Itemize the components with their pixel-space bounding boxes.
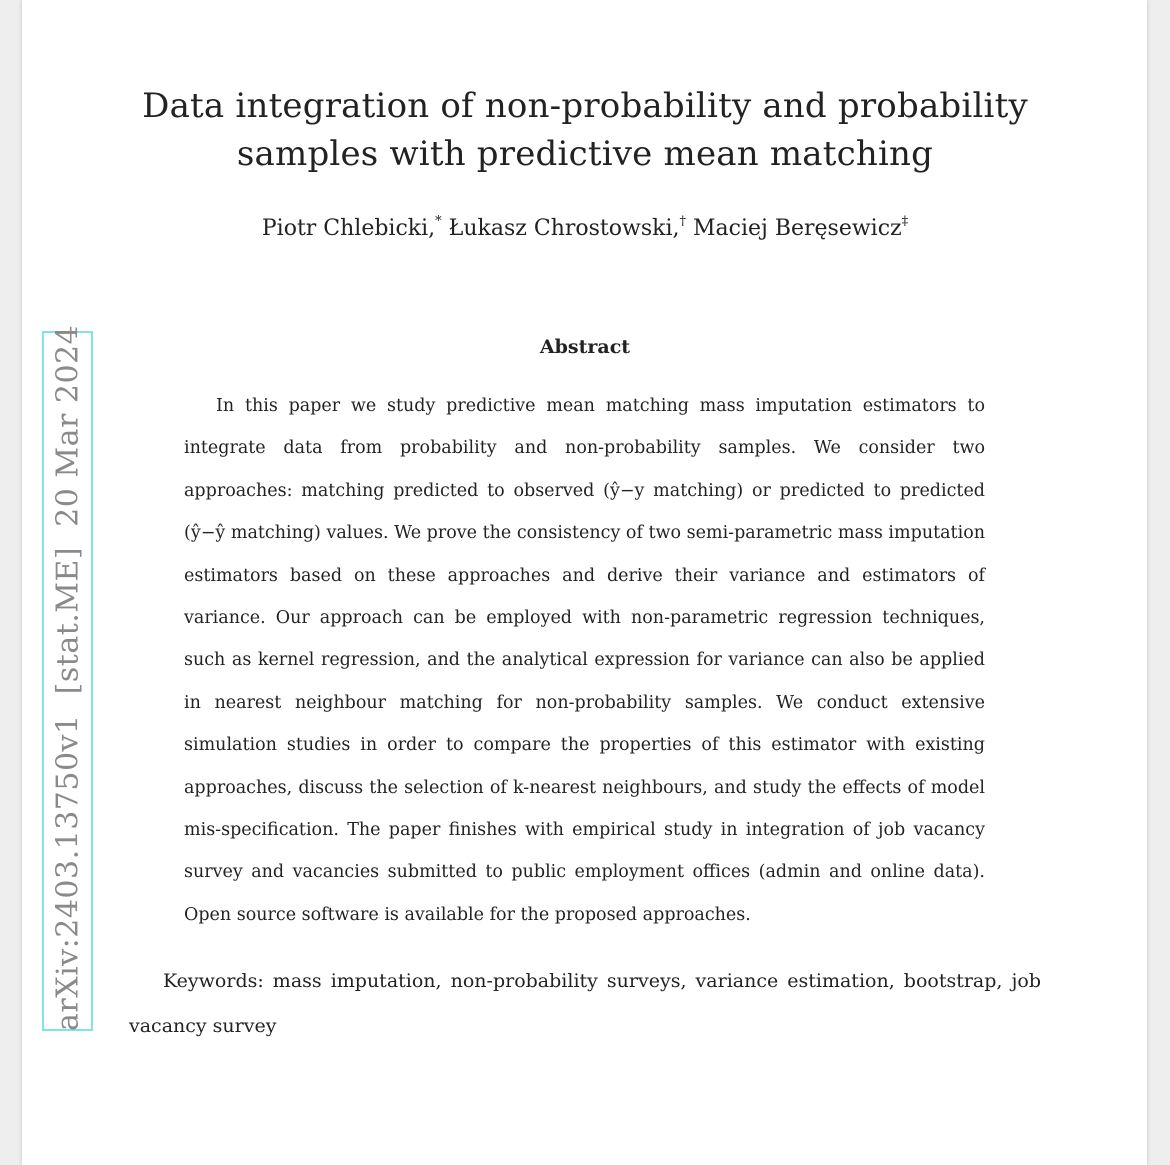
- author-name: Maciej Beręsewicz: [692, 216, 902, 241]
- author-footnote-mark[interactable]: ‡: [901, 214, 909, 229]
- arxiv-stamp[interactable]: [42, 324, 93, 1031]
- abstract-body: In this paper we study predictive mean matching mass imputation estimators to integrate data from probability and non-probability samples. We consider two approaches: matching predicted to observed (ŷ−y matching) or predicted to predicted (ŷ−ŷ matching) values. We prove the consistency of two semi-parametric mass imputation estimators based on these approaches and derive their variance and estimators of variance. Our approach can be employed with non-parametric regression techniques, such as kernel regression, and the analytical expression for variance can also be applied in nearest neighbour matching for non-probability samples. We conduct extensive simulation studies in order to compare the properties of this estimator with existing approaches, discuss the selection of k-nearest neighbours, and study the effects of model mis-specification. The paper finishes with empirical study in integration of job vacancy survey and vacancies submitted to public employment offices (admin and online data). Open source software is available for the proposed approaches.: [184, 396, 985, 925]
- author-footnote-mark[interactable]: †: [679, 214, 686, 229]
- keywords: Keywords: mass imputation, non-probability surveys, variance estimation, bootstrap, job vacancy survey: [129, 970, 1041, 1037]
- author-name: Piotr Chlebicki,: [261, 216, 436, 241]
- author-footnote-mark[interactable]: *: [435, 214, 442, 229]
- author-list: [0, 204, 1170, 247]
- author-name: Łukasz Chrostowski,: [448, 216, 680, 241]
- title-line-1: Data integration of non-probability and probability: [142, 86, 1028, 126]
- title-line-2: samples with predictive mean matching: [236, 134, 934, 174]
- arxiv-stamp-text: arXiv:2403.13750v1 [stat.ME] 20 Mar 2024: [50, 324, 85, 1031]
- paper-page: [22, 0, 1147, 1165]
- paper-title: [0, 82, 1170, 178]
- abstract-heading: Abstract: [539, 336, 631, 358]
